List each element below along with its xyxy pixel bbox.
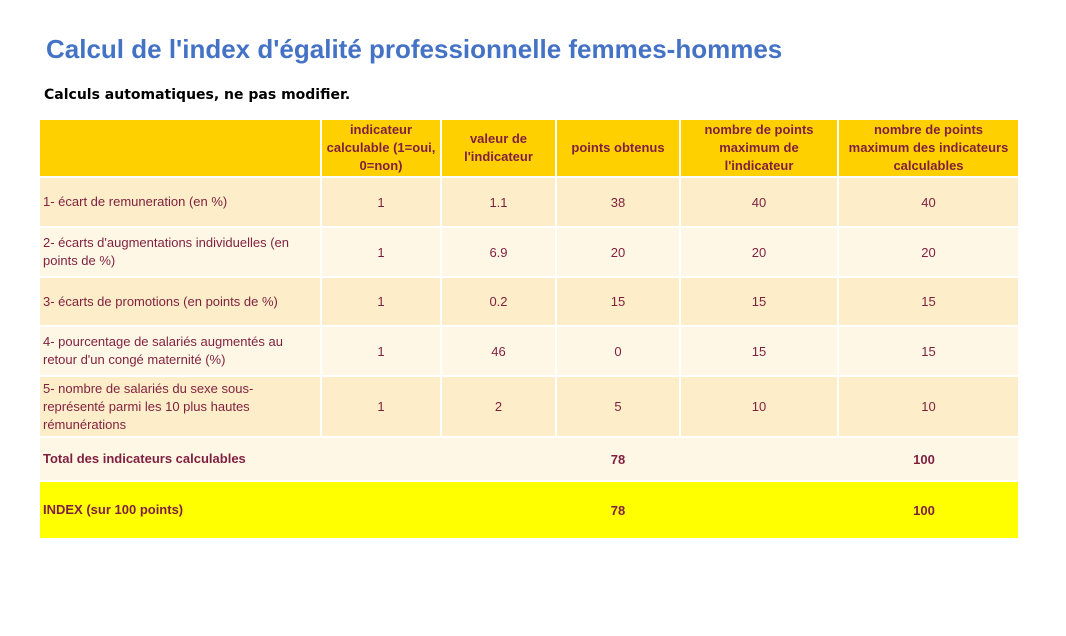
row-label: 1- écart de remuneration (en %) <box>40 177 321 227</box>
cell-points: 38 <box>556 177 680 227</box>
total-points: 78 <box>556 437 680 481</box>
index-label: INDEX (sur 100 points) <box>40 481 556 538</box>
cell-value: 0.2 <box>441 277 556 326</box>
cell-value: 6.9 <box>441 227 556 277</box>
cell-max-points: 20 <box>680 227 838 277</box>
cell-points: 20 <box>556 227 680 277</box>
header-cell-calculable: indicateur calculable (1=oui, 0=non) <box>321 120 441 177</box>
table-row <box>40 227 1018 277</box>
total-label: Total des indicateurs calculables <box>40 437 556 481</box>
cell-value: 46 <box>441 326 556 376</box>
cell-value: 2 <box>441 376 556 437</box>
index-points: 78 <box>556 481 680 538</box>
row-label: 2- écarts d'augmentations individuelles (en points de %) <box>40 227 321 277</box>
header-cell-max-points: nombre de points maximum de l'indicateur <box>680 120 838 177</box>
header-cell-max-calculable: nombre de points maximum des indicateurs calculables <box>838 120 1018 177</box>
cell-max-calculable: 20 <box>838 227 1018 277</box>
table-row <box>40 326 1018 376</box>
cell-max-points: 10 <box>680 376 838 437</box>
row-label: 4- pourcentage de salariés augmentés au retour d'un congé maternité (%) <box>40 326 321 376</box>
total-empty-cell <box>680 437 838 481</box>
cell-calculable: 1 <box>321 227 441 277</box>
row-label: 5- nombre de salariés du sexe sous-représenté parmi les 10 plus hautes rémunérations <box>40 376 321 437</box>
cell-max-points: 40 <box>680 177 838 227</box>
table-header-row <box>40 120 1018 177</box>
cell-max-points: 15 <box>680 326 838 376</box>
index-empty-cell <box>680 481 838 538</box>
cell-points: 5 <box>556 376 680 437</box>
cell-max-calculable: 40 <box>838 177 1018 227</box>
cell-value: 1.1 <box>441 177 556 227</box>
table-row <box>40 376 1018 437</box>
header-cell-value: valeur de l'indicateur <box>441 120 556 177</box>
header-cell-points: points obtenus <box>556 120 680 177</box>
row-label: 3- écarts de promotions (en points de %) <box>40 277 321 326</box>
cell-max-calculable: 15 <box>838 326 1018 376</box>
table-row <box>40 177 1018 227</box>
cell-points: 15 <box>556 277 680 326</box>
index-max: 100 <box>838 481 1018 538</box>
index-table <box>40 120 1018 538</box>
table-row <box>40 277 1018 326</box>
page-title: Calcul de l'index d'égalité professionnelle femmes-hommes <box>46 34 783 64</box>
page-subtitle: Calculs automatiques, ne pas modifier. <box>44 87 351 103</box>
cell-calculable: 1 <box>321 177 441 227</box>
header-cell-label <box>40 120 321 177</box>
cell-calculable: 1 <box>321 326 441 376</box>
total-max: 100 <box>838 437 1018 481</box>
cell-calculable: 1 <box>321 376 441 437</box>
cell-points: 0 <box>556 326 680 376</box>
index-row <box>40 481 1018 538</box>
cell-calculable: 1 <box>321 277 441 326</box>
cell-max-points: 15 <box>680 277 838 326</box>
cell-max-calculable: 10 <box>838 376 1018 437</box>
cell-max-calculable: 15 <box>838 277 1018 326</box>
total-row <box>40 437 1018 481</box>
